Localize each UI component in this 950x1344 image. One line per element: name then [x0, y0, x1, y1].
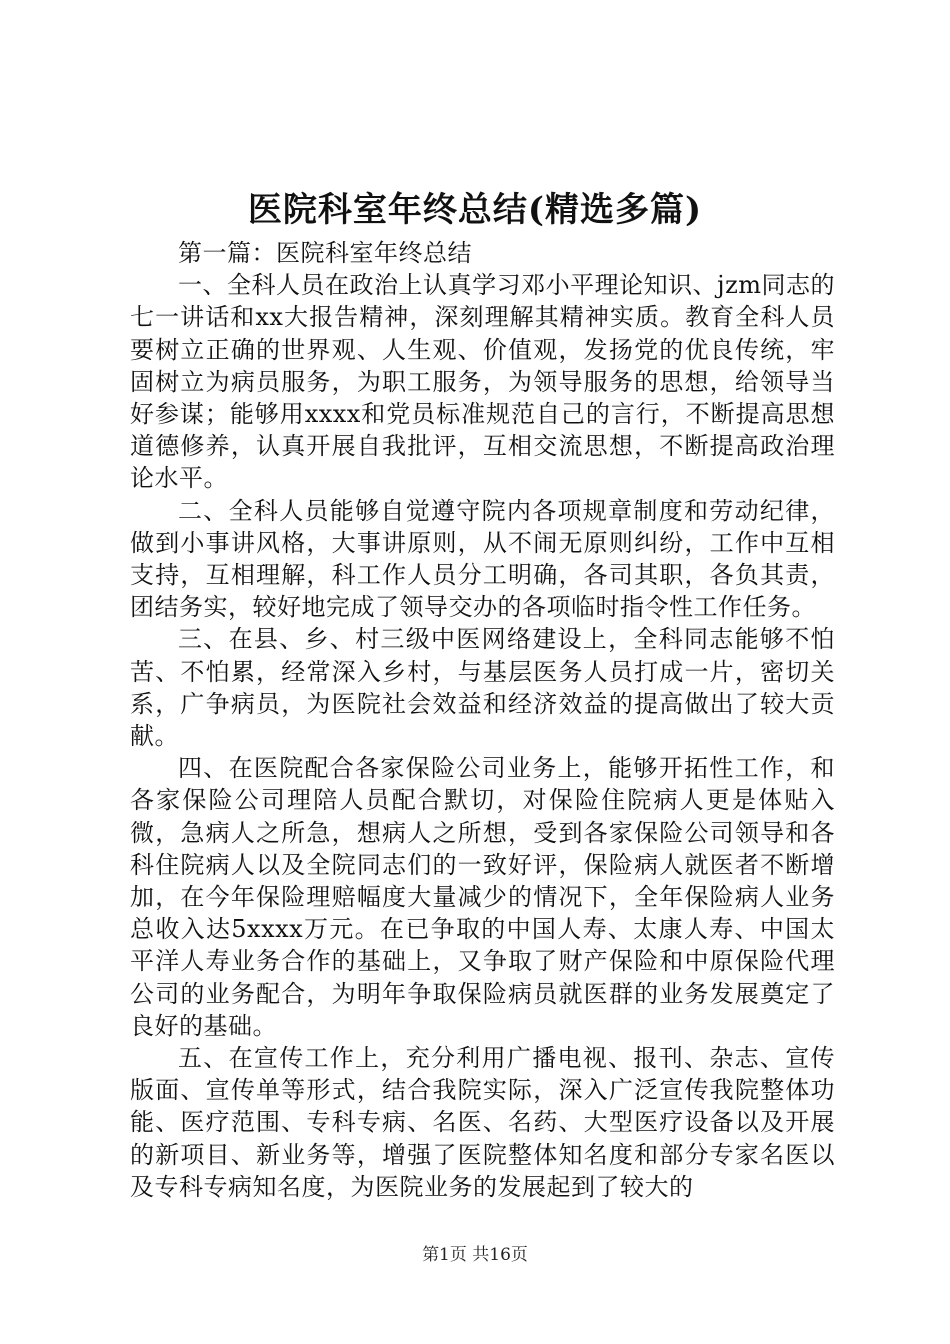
paragraph-2: 二、全科人员能够自觉遵守院内各项规章制度和劳动纪律，做到小事讲风格，大事讲原则，从不闹无原则纠纷，工作中互相支持，互相理解，科工作人员分工明确，各司其职，各负其责，团结务实，较好地完成了领导交办的各项临时指令性工作任务。: [130, 496, 835, 622]
section-heading: 第一篇：医院科室年终总结: [178, 239, 472, 267]
document-body: [130, 237, 835, 1203]
document-title: 医院科室年终总结(精选多篇): [247, 190, 703, 230]
paragraph-3: 三、在县、乡、村三级中医网络建设上，全科同志能够不怕苦、不怕累，经常深入乡村，与基层医务人员打成一片，密切关系，广争病员，为医院社会效益和经济效益的提高做出了较大贡献。: [130, 625, 835, 751]
page-footer: 第1页 共16页: [422, 1245, 528, 1265]
paragraph-5: 五、在宣传工作上，充分利用广播电视、报刊、杂志、宣传版面、宣传单等形式，结合我院实际，深入广泛宣传我院整体功能、医疗范围、专科专病、名医、名药、大型医疗设备以及开展的新项目、新业务等，增强了医院整体知名度和部分专家名医以及专科专病知名度，为医院业务的发展起到了较大的: [130, 1044, 835, 1201]
paragraph-1: 一、全科人员在政治上认真学习邓小平理论知识、jzm同志的七一讲话和xx大报告精神，深刻理解其精神实质。教育全科人员要树立正确的世界观、人生观、价值观，发扬党的优良传统，牢固树立为病员服务，为职工服务，为领导服务的思想，给领导当好参谋；能够用xxxx和党员标准规范自己的言行，不断提高思想道德修养，认真开展自我批评，互相交流思想，不断提高政治理论水平。: [130, 271, 835, 493]
paragraph-4: 四、在医院配合各家保险公司业务上，能够开拓性工作，和各家保险公司理陪人员配合默切，对保险住院病人更是体贴入微，急病人之所急，想病人之所想，受到各家保险公司领导和各科住院病人以及全院同志们的一致好评，保险病人就医者不断增加，在今年保险理赔幅度大量减少的情况下，全年保险病人业务总收入达5xxxx万元。在已争取的中国人寿、太康人寿、中国太平洋人寿业务合作的基础上，又争取了财产保险和中原保险代理公司的业务配合，为明年争取保险病员就医群的业务发展奠定了良好的基础。: [130, 754, 835, 1040]
